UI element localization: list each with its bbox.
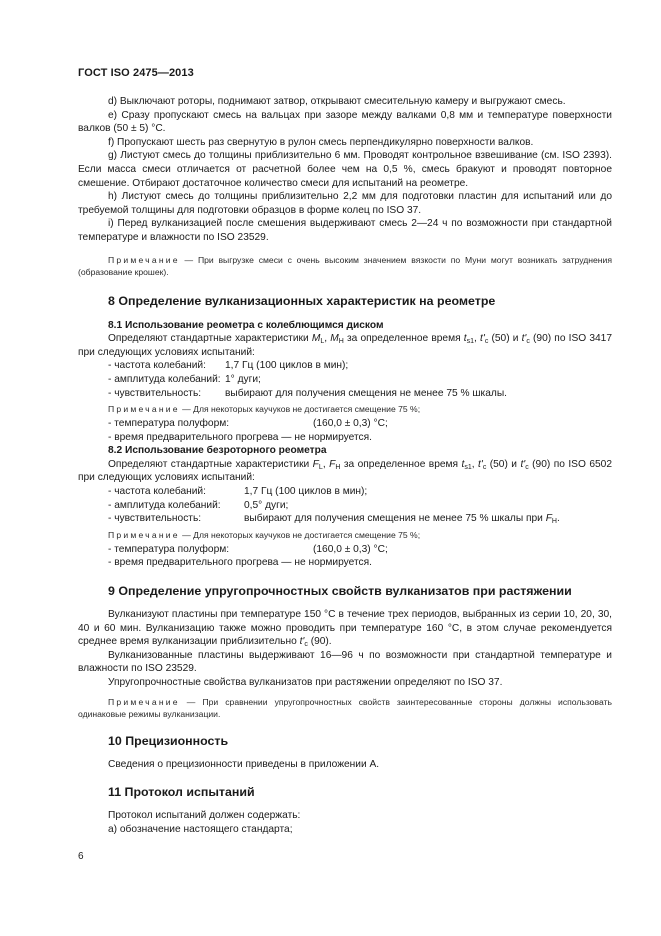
section-8-title: 8 Определение вулканизационных характеристик на реометре (108, 293, 496, 308)
section-8-1-title: 8.1 Использование реометра с колеблющимся диском (108, 319, 384, 331)
step-e: e) Сразу пропускают смесь на вальцах при зазоре между валками 0,8 мм и температуре поверхности валков (50 ± 5) °С. (78, 109, 612, 135)
condition-row: - температура полуформ: (160,0 ± 0,3) °С; (108, 418, 388, 430)
condition-row: - частота колебаний: 1,7 Гц (100 циклов в мин); (108, 486, 368, 498)
section-8-2-title: 8.2 Использование безроторного реометра (108, 445, 327, 457)
condition-row: - температура полуформ: (160,0 ± 0,3) °С; (108, 543, 388, 555)
condition-row: - чувствительность: выбирают для получения смещения не менее 75 % шкалы при $F_H$. (108, 513, 560, 526)
step-h: h) Листуют смесь до толщины приблизительно 2,2 мм для подготовки пластин для испытаний или до требуемой толщины для подготовки образцов в форме колец по ISO 37. (78, 191, 612, 216)
section-8-2-intro: Определяют стандартные характеристики $F_L$, $F_H$ за определенное время $t_{s1}$, $t'_c$ (50) и $t'_c$ (90) по ISO 6502 при следующих условиях испытаний: (78, 458, 612, 484)
condition-row: - амплитуда колебаний: 0,5° дуги; (108, 499, 289, 511)
condition-row: - время предварительного прогрева — не нормируется. (108, 557, 372, 569)
section-10-title: 10 Прецизионность (108, 733, 229, 748)
step-d: d) Выключают роторы, поднимают затвор, открывают смесительную камеру и выгружают смесь. (108, 96, 566, 107)
section-11-p: Протокол испытаний должен содержать: (108, 810, 301, 822)
note-8-1: Примечание — Для некоторых каучуков не достигается смещение 75 %; (108, 404, 421, 415)
section-9-title: 9 Определение упругопрочностных свойств вулканизатов при растяжении (108, 584, 572, 599)
section-8-1-intro: Определяют стандартные характеристики $M_L$, $M_H$ за определенное время $t_{s1}$, $t'_c$ (50) и $t'_c$ (90) по ISO 3417 при следующих условиях испытаний: (78, 333, 613, 358)
step-f: f) Пропускают шесть раз свернутую в рулон смесь перпендикулярно поверхности валков. (108, 136, 534, 148)
section-9-p2: Вулканизованные пластины выдерживают 16—96 ч по возможности при стандартной температуре и влажности по ISO 23529. (78, 649, 612, 675)
condition-row: - время предварительного прогрева — не нормируется. (108, 431, 372, 443)
note-1: Примечание — При выгрузке смеси с очень высоким значением вязкости по Муни могут возникать затруднения (образование крошек). (78, 254, 613, 277)
section-9-p1: Вулканизуют пластины при температуре 150 °С в течение трех периодов, выбранных из серии 10, 20, 30, 40 и 60 мин. Вулканизацию также можно проводить при температуре 160 °С, в этом случае рекомендуется среднее время вулканизации приблизительно $t'_c$ (90). (78, 609, 612, 649)
document-header: ГОСТ ISO 2475—2013 (78, 67, 194, 79)
step-g: g) Листуют смесь до толщины приблизительно 6 мм. Проводят контрольное взвешивание (см. ISO 2393). Если масса смеси отличается от расчетной более чем на 0,5 %, смесь бракуют и проводят повторное смешение. Отбирают достаточное количество смеси для испытаний на реометре. (78, 150, 612, 189)
section-10-p: Сведения о прецизионности приведены в приложении А. (108, 758, 380, 770)
section-9-p3: Упругопрочностные свойства вулканизатов при растяжении определяют по ISO 37. (108, 677, 503, 688)
section-11-item-a: a) обозначение настоящего стандарта; (108, 823, 293, 835)
step-i: i) Перед вулканизацией после смешения выдерживают смесь 2—24 ч по возможности при стандартной температуре и влажности по ISO 23529. (78, 218, 612, 243)
condition-row: - частота колебаний: 1,7 Гц (100 циклов в мин); (108, 360, 349, 372)
body-text (78, 95, 612, 836)
condition-row: - амплитуда колебаний: 1° дуги; (108, 373, 261, 385)
note-8-2: Примечание — Для некоторых каучуков не достигается смещение 75 %; (108, 529, 421, 540)
page-number: 6 (78, 851, 84, 862)
note-label: Примечание (108, 254, 180, 265)
note-9: Примечание — При сравнении упругопрочностных свойств заинтересованные стороны должны использовать одинаковые режимы вулканизации. (78, 696, 612, 719)
condition-row: - чувствительность: выбирают для получения смещения не менее 75 % шкалы. (108, 387, 507, 399)
section-11-title: 11 Протокол испытаний (108, 785, 255, 800)
